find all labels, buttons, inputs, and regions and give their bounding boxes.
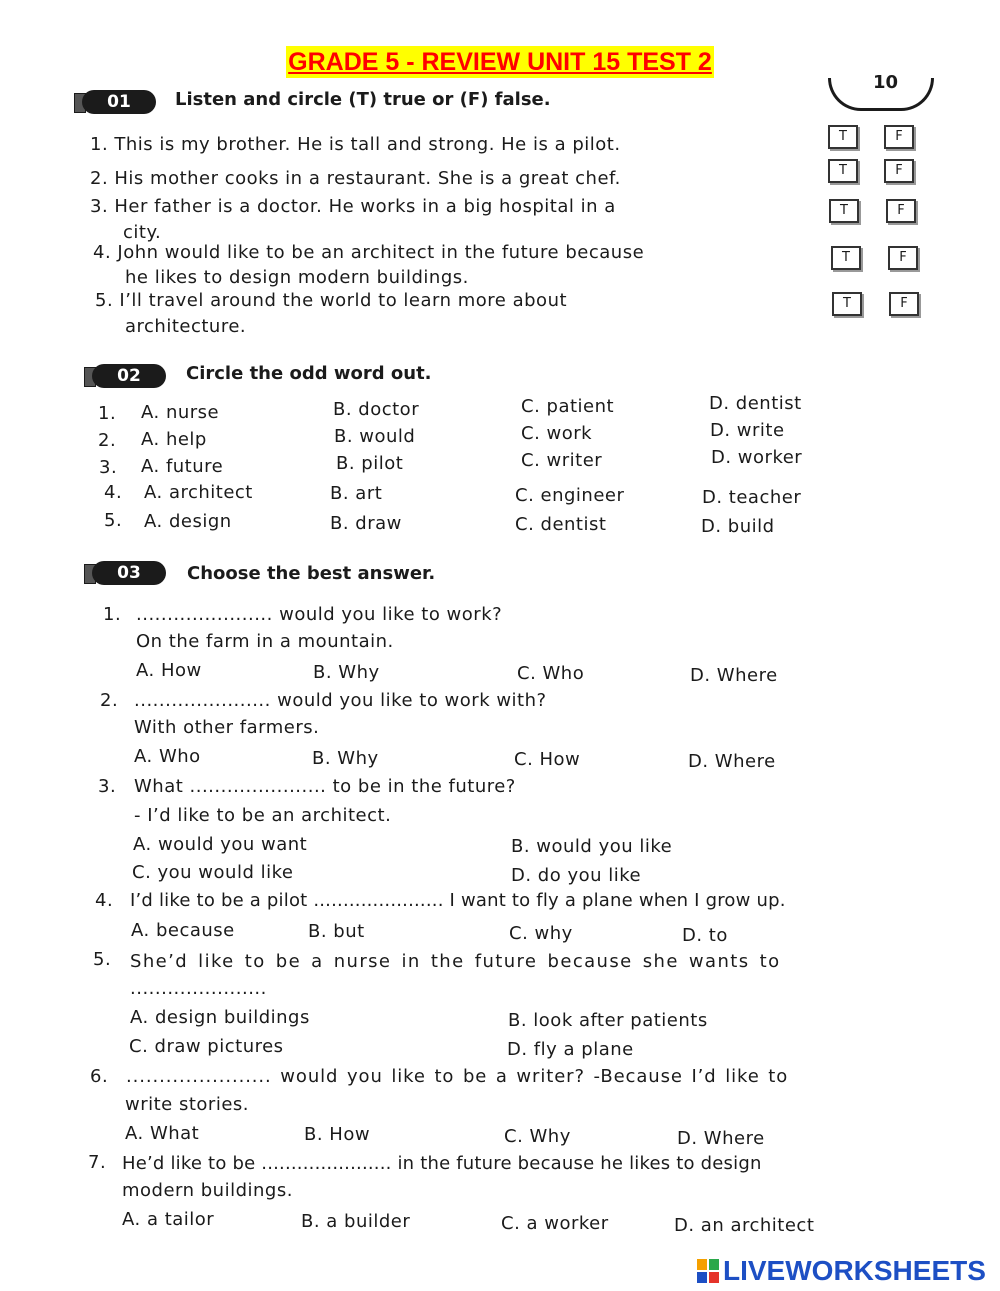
true-box-2[interactable]: T (828, 159, 858, 183)
false-box-2[interactable]: F (884, 159, 914, 183)
q3-option-b[interactable]: B. would you like (511, 836, 673, 857)
score-circle-decoration (828, 72, 934, 111)
q4-option-b[interactable]: B. but (308, 921, 365, 942)
odd-row-2-number: 2. (98, 430, 117, 451)
odd-row-1-option-b[interactable]: B. doctor (333, 399, 420, 420)
brand-wordmark: LIVEWORKSHEETS (723, 1255, 986, 1286)
odd-row-4-option-a[interactable]: A. architect (144, 482, 253, 503)
false-box-1[interactable]: F (884, 125, 914, 149)
q4-option-d[interactable]: D. to (682, 925, 728, 946)
q1-stem: ...................... would you like to work? (136, 604, 503, 625)
odd-row-5-option-a[interactable]: A. design (144, 511, 232, 532)
q2-option-d[interactable]: D. Where (688, 751, 776, 772)
odd-row-3-option-d[interactable]: D. worker (711, 447, 803, 468)
odd-row-5-option-b[interactable]: B. draw (330, 513, 402, 534)
odd-row-4-option-d[interactable]: D. teacher (702, 487, 802, 508)
odd-row-2-option-b[interactable]: B. would (334, 426, 416, 447)
q6-option-c[interactable]: C. Why (504, 1126, 571, 1147)
odd-row-1-option-a[interactable]: A. nurse (141, 402, 220, 423)
true-box-1[interactable]: T (828, 125, 858, 149)
section-3-heading: Choose the best answer. (187, 563, 436, 584)
q7-option-a[interactable]: A. a tailor (122, 1209, 215, 1230)
section-3-badge (84, 561, 168, 585)
section-2-badge (84, 364, 168, 388)
q7-number: 7. (88, 1152, 107, 1173)
tf-item-1: 1. This is my brother. He is tall and strong. He is a pilot. (90, 134, 621, 155)
q5-option-c[interactable]: C. draw pictures (129, 1036, 284, 1057)
odd-row-3-number: 3. (99, 457, 118, 478)
q1-option-a[interactable]: A. How (136, 660, 202, 681)
false-box-3[interactable]: F (886, 199, 916, 223)
tf-item-3-cont: city. (123, 222, 162, 243)
tf-item-4: 4. John would like to be an architect in the future because (93, 242, 645, 263)
section-1-heading: Listen and circle (T) true or (F) false. (175, 89, 551, 110)
q2-option-b[interactable]: B. Why (312, 748, 379, 769)
q2-number: 2. (100, 690, 119, 711)
q6-number: 6. (90, 1066, 109, 1087)
section-number: 02 (92, 364, 166, 388)
q4-option-a[interactable]: A. because (131, 920, 235, 941)
q2-option-c[interactable]: C. How (514, 749, 581, 770)
q5-option-a[interactable]: A. design buildings (130, 1007, 310, 1028)
q7-stem: He’d like to be ...................... in the future because he likes to design (122, 1153, 762, 1174)
true-box-3[interactable]: T (829, 199, 859, 223)
q4-number: 4. (95, 890, 114, 911)
score-circle-label: 10 (873, 72, 899, 93)
odd-row-5-option-d[interactable]: D. build (701, 516, 775, 537)
q6-stem-cont: write stories. (125, 1094, 249, 1115)
q1-option-c[interactable]: C. Who (517, 663, 585, 684)
tf-item-5-cont: architecture. (125, 316, 247, 337)
liveworksheets-logo-icon (697, 1259, 719, 1283)
odd-row-2-option-a[interactable]: A. help (141, 429, 207, 450)
q5-blank: ...................... (130, 978, 267, 999)
true-box-4[interactable]: T (831, 246, 861, 270)
q2-option-a[interactable]: A. Who (134, 746, 201, 767)
section-1-badge (74, 90, 158, 114)
q7-option-b[interactable]: B. a builder (301, 1211, 411, 1232)
q2-stem: ...................... would you like to work with? (134, 690, 547, 711)
odd-row-5-option-c[interactable]: C. dentist (515, 514, 607, 535)
odd-row-4-number: 4. (104, 482, 123, 503)
q1-option-d[interactable]: D. Where (690, 665, 778, 686)
q6-stem: ...................... would you like to be a writer? -Because I’d like to (126, 1066, 789, 1087)
q3-number: 3. (98, 776, 117, 797)
odd-row-3-option-c[interactable]: C. writer (521, 450, 603, 471)
q7-option-c[interactable]: C. a worker (501, 1213, 609, 1234)
q7-option-d[interactable]: D. an architect (674, 1215, 815, 1236)
q4-stem: I’d like to be a pilot ...................... I want to fly a plane when I grow up. (130, 890, 786, 911)
odd-row-4-option-c[interactable]: C. engineer (515, 485, 625, 506)
q1-answer-line: On the farm in a mountain. (136, 631, 394, 652)
q3-option-c[interactable]: C. you would like (132, 862, 294, 883)
odd-row-2-option-c[interactable]: C. work (521, 423, 593, 444)
tf-item-5: 5. I’ll travel around the world to learn more about (95, 290, 568, 311)
tf-item-2: 2. His mother cooks in a restaurant. She is a great chef. (90, 168, 621, 189)
page-title (0, 46, 1000, 78)
odd-row-1-option-c[interactable]: C. patient (521, 396, 615, 417)
q7-stem-cont: modern buildings. (122, 1180, 293, 1201)
section-number: 01 (82, 90, 156, 114)
true-box-5[interactable]: T (832, 292, 862, 316)
q4-option-c[interactable]: C. why (509, 923, 573, 944)
title-text: GRADE 5 - REVIEW UNIT 15 TEST 2 (288, 48, 712, 76)
q3-stem: What ...................... to be in the future? (134, 776, 516, 797)
odd-row-2-option-d[interactable]: D. write (710, 420, 785, 441)
section-2-heading: Circle the odd word out. (186, 363, 432, 384)
odd-row-1-option-d[interactable]: D. dentist (709, 393, 802, 414)
q2-answer-line: With other farmers. (134, 717, 320, 738)
odd-row-1-number: 1. (98, 403, 117, 424)
q6-option-d[interactable]: D. Where (677, 1128, 765, 1149)
section-number: 03 (92, 561, 166, 585)
tf-item-4-cont: he likes to design modern buildings. (125, 267, 469, 288)
q6-option-a[interactable]: A. What (125, 1123, 200, 1144)
q5-stem: She’d like to be a nurse in the future because she wants to (130, 951, 781, 972)
q6-option-b[interactable]: B. How (304, 1124, 371, 1145)
q3-answer-line: - I’d like to be an architect. (134, 805, 392, 826)
q5-number: 5. (93, 949, 112, 970)
q3-option-d[interactable]: D. do you like (511, 865, 642, 886)
tf-item-3: 3. Her father is a doctor. He works in a big hospital in a (90, 196, 616, 217)
odd-row-3-option-a[interactable]: A. future (141, 456, 224, 477)
q5-option-b[interactable]: B. look after patients (508, 1010, 708, 1031)
odd-row-4-option-b[interactable]: B. art (330, 483, 383, 504)
q1-option-b[interactable]: B. Why (313, 662, 380, 683)
q3-option-a[interactable]: A. would you want (133, 834, 308, 855)
false-box-4[interactable]: F (888, 246, 918, 270)
q5-option-d[interactable]: D. fly a plane (507, 1039, 634, 1060)
q1-number: 1. (103, 604, 122, 625)
odd-row-3-option-b[interactable]: B. pilot (336, 453, 404, 474)
odd-row-5-number: 5. (104, 510, 123, 531)
false-box-5[interactable]: F (889, 292, 919, 316)
